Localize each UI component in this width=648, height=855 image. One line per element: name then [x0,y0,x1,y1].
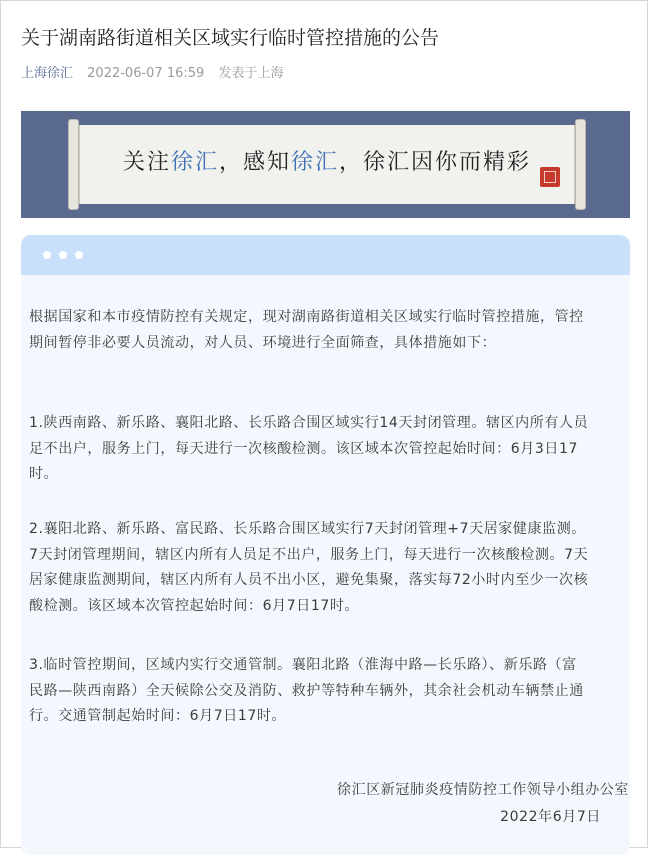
dot-icon [59,251,67,259]
dot-icon [75,251,83,259]
banner-slogan: 关注徐汇，感知徐汇，徐汇因你而精彩 [122,150,532,175]
publish-location: 发表于上海 [218,66,284,81]
banner-image [21,111,630,218]
card-header-bar [21,235,630,275]
article-meta [21,64,283,84]
author-link[interactable]: 上海徐汇 [21,66,74,81]
measure-paragraph-2: 2.襄阳北路、新乐路、富民路、长乐路合围区域实行7天封闭管理+7天居家健康监测。7天封闭管理期间，辖区内所有人员足不出户，服务上门，每天进行一次核酸检测。7天居家健康监测期间，辖区内所有人员不出小区，避免集聚，落实每72小时内至少一次核酸检测。该区域本次管控起始时间：6月7日17时。 [29,521,589,614]
measure-paragraph-3: 3.临时管控期间，区域内实行交通管制。襄阳北路（淮海中路—长乐路）、新乐路（富民路—陕西南路）全天候除公交及消防、救护等特种车辆外，其余社会机动车辆禁止通行。交通管制起始时间：6月7日17时。 [29,657,584,724]
article-title: 关于湖南路街道相关区域实行临时管控措施的公告 [21,27,440,49]
dot-icon [43,251,51,259]
signature-date: 2022年6月7日 [500,809,601,825]
banner-scroll [79,125,575,204]
signature-office: 徐汇区新冠肺炎疫情防控工作领导小组办公室 [337,782,629,798]
seal-stamp-icon [540,167,560,187]
intro-paragraph: 根据国家和本市疫情防控有关规定，现对湖南路街道相关区域实行临时管控措施，管控期间暂停非必要人员流动，对人员、环境进行全面筛查，具体措施如下： [29,309,584,351]
publish-time: 2022-06-07 16:59 [87,66,205,81]
measure-paragraph-1: 1.陕西南路、新乐路、襄阳北路、长乐路合围区域实行14天封闭管理。辖区内所有人员足不出户，服务上门，每天进行一次核酸检测。该区域本次管控起始时间：6月3日17时。 [29,415,589,482]
